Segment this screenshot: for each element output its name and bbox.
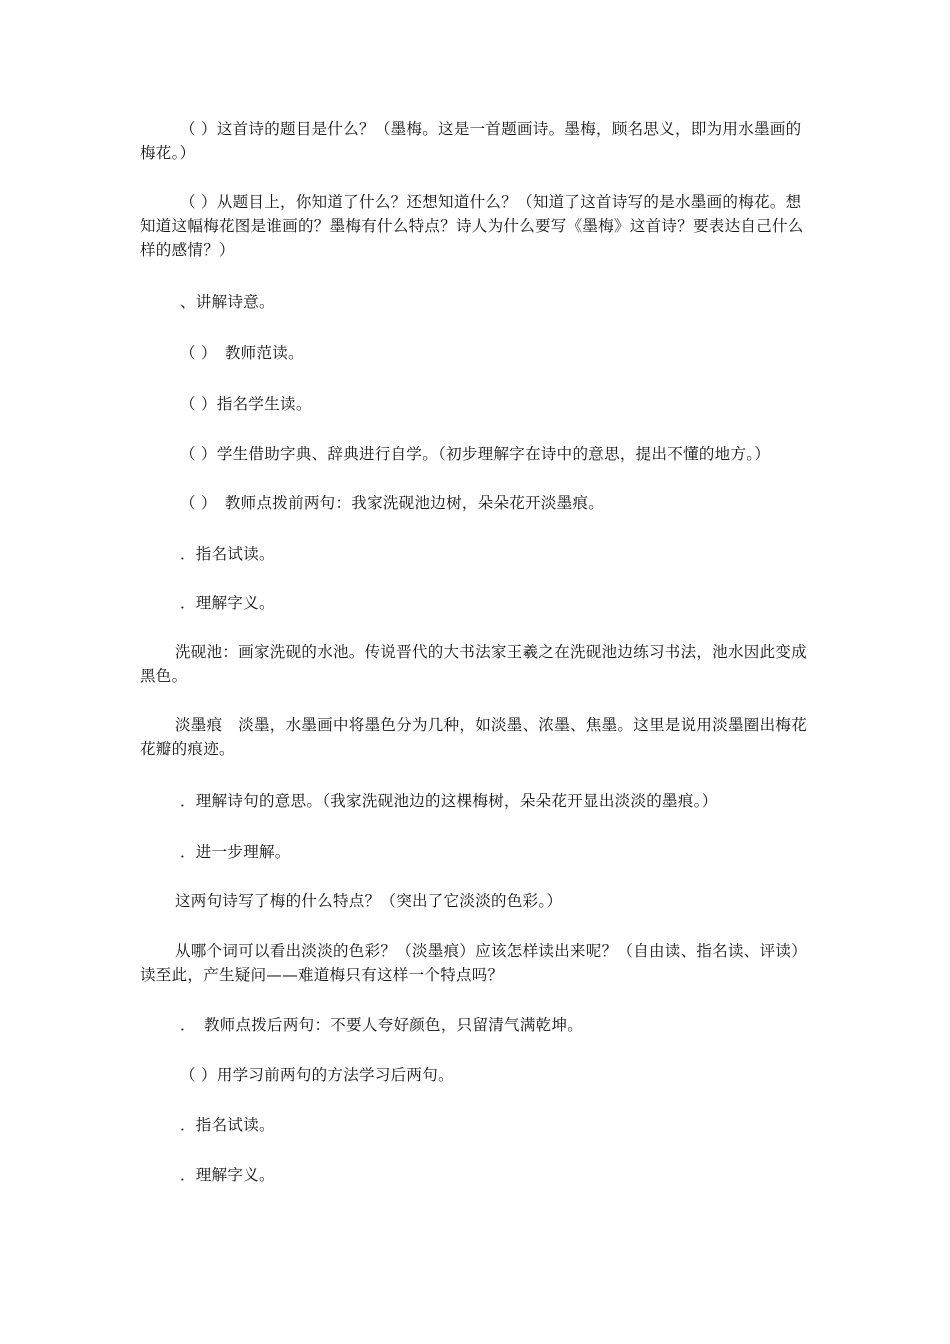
paragraph-section-explain: 、讲解诗意。 xyxy=(180,293,275,311)
paragraph-last-two-lines: ． 教师点拨后两句：不要人夸好颜色，只留清气满乾坤。 xyxy=(180,1016,584,1034)
paragraph-question-title: （ ）这首诗的题目是什么？（墨梅。这是一首题画诗。墨梅，顾名思义，即为用水墨画的梅花。） xyxy=(140,120,802,162)
paragraph-trial-reading-2: ．指名试读。 xyxy=(180,1116,275,1134)
paragraph-plum-feature: 这两句诗写了梅的什么特点？（突出了它淡淡的色彩。） xyxy=(175,892,563,910)
paragraph-word-meaning-2: ．理解字义。 xyxy=(180,1166,275,1184)
paragraph-first-two-lines: （ ） 教师点拨前两句：我家洗砚池边树，朵朵花开淡墨痕。 xyxy=(180,494,605,512)
paragraph-teacher-reading: （ ） 教师范读。 xyxy=(180,344,304,362)
paragraph-line-meaning: ．理解诗句的意思。（我家洗砚池边的这棵梅树，朵朵花开显出淡淡的墨痕。） xyxy=(180,792,718,810)
paragraph-danmohen: 淡墨痕 淡墨，水墨画中将墨色分为几种，如淡墨、浓墨、焦墨。这里是说用淡墨圈出梅花花瓣的痕迹。 xyxy=(140,716,808,758)
paragraph-same-method: （ ）用学习前两句的方法学习后两句。 xyxy=(180,1066,454,1084)
paragraph-question-title-knowledge: （ ）从题目上，你知道了什么？还想知道什么？（知道了这首诗写的是水墨画的梅花。想知道这幅梅花图是谁画的？墨梅有什么特点？诗人为什么要写《墨梅》这首诗？要表达自己什么样的感情？） xyxy=(140,193,804,259)
paragraph-student-reading: （ ）指名学生读。 xyxy=(180,395,312,413)
paragraph-self-study: （ ）学生借助字典、辞典进行自学。（初步理解字在诗中的意思，提出不懂的地方。） xyxy=(180,445,771,463)
paragraph-pale-color: 从哪个词可以看出淡淡的色彩？（淡墨痕）应该怎样读出来呢？（自由读、指名读、评读）读至此，产生疑问——难道梅只有这样一个特点吗？ xyxy=(140,942,808,984)
paragraph-word-meaning-1: ．理解字义。 xyxy=(180,594,275,612)
paragraph-further-understanding: ．进一步理解。 xyxy=(180,843,291,861)
paragraph-trial-reading-1: ．指名试读。 xyxy=(180,545,275,563)
paragraph-xiyanchi: 洗砚池：画家洗砚的水池。传说晋代的大书法家王羲之在洗砚池边练习书法，池水因此变成黑色。 xyxy=(140,643,808,685)
